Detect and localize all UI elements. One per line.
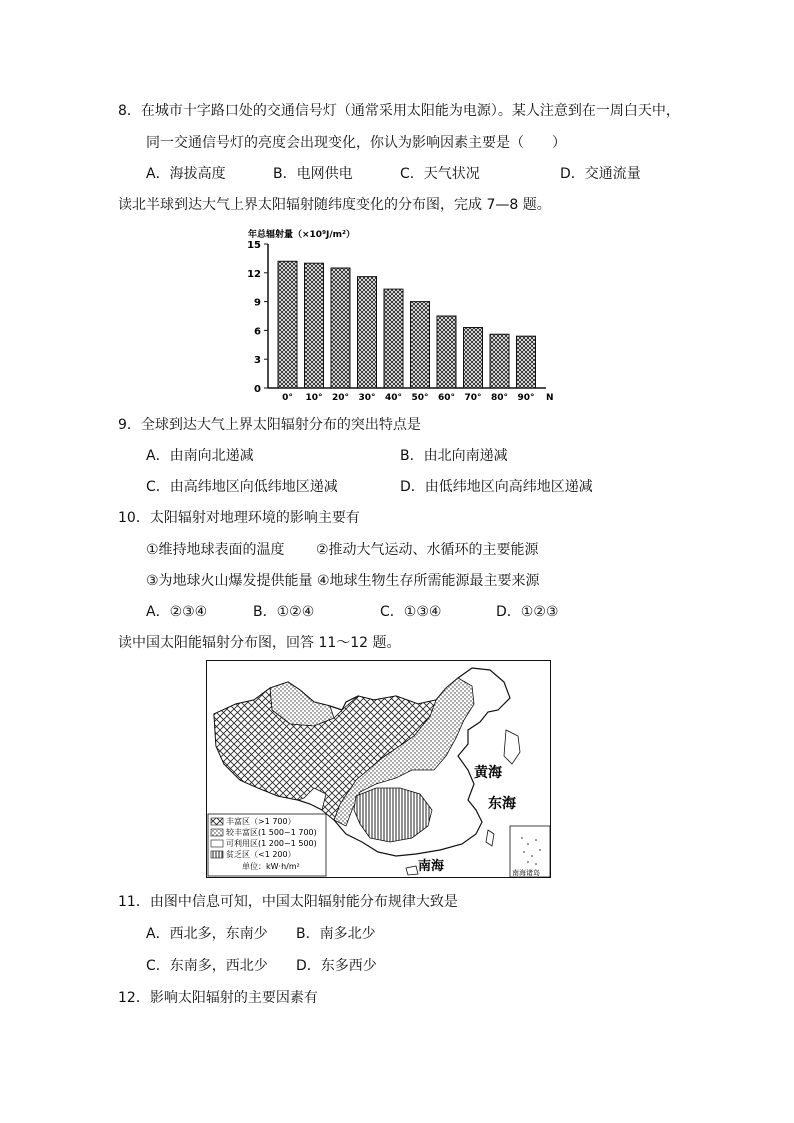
x-tick-label: 10° (305, 393, 323, 403)
q8-stem-line2: 同一交通信号灯的亮度会出现变化，你认为影响因素主要是（ ） (146, 135, 566, 151)
x-tick-label: 80° (490, 393, 509, 403)
bar (517, 336, 536, 388)
q10-option-d: D．①②③ (496, 604, 559, 620)
legend-rich: 丰富区（>1 700） (226, 817, 296, 826)
q9-option-b: B．由北向南递减 (400, 448, 508, 464)
y-tick-label: 15 (247, 240, 261, 251)
legend-poor: 贫乏区（<1 200） (226, 850, 296, 859)
q10-items-3-4: ③为地球火山爆发提供能量 ④地球生物生存所需能源最主要来源 (146, 573, 540, 589)
legend-swatch-more-rich (211, 829, 223, 836)
q10-option-b: B．①②④ (253, 604, 315, 620)
x-tick-label: 0° (282, 393, 293, 403)
q9-stem: 9．全球到达大气上界太阳辐射分布的突出特点是 (118, 417, 421, 433)
y-tick-label: 9 (254, 297, 261, 309)
q10-item-1: ①维持地球表面的温度 (146, 542, 285, 558)
bar (490, 334, 509, 388)
east-sea-label: 东海 (488, 796, 516, 812)
q10-option-c: C．①③④ (380, 604, 442, 620)
q9-option-d: D．由低纬地区向高纬地区递减 (400, 479, 593, 495)
chart-title: 年总辐射量（×10⁹J/m²） (248, 230, 355, 240)
hainan-outline (406, 866, 418, 875)
map-svg (206, 660, 551, 878)
bar (384, 289, 403, 388)
chart-intro: 读北半球到达大气上界太阳辐射随纬度变化的分布图，完成 7—8 题。 (118, 197, 551, 213)
q10-item-2: ②推动大气运动、水循环的主要能源 (316, 542, 539, 558)
q8-stem-line1: 8．在城市十字路口处的交通信号灯（通常采用太阳能为电源）。某人注意到在一周白天中， (118, 103, 680, 119)
legend-more-rich: 较丰富区(1 500~1 700) (226, 828, 317, 837)
legend-usable: 可利用区(1 200~1 500) (226, 839, 317, 848)
q11-stem: 11．由图中信息可知，中国太阳辐射能分布规律大致是 (118, 894, 458, 910)
q9-option-c: C．由高纬地区向低纬地区递减 (146, 479, 338, 495)
q12-stem: 12．影响太阳辐射的主要因素有 (118, 990, 318, 1006)
q8-option-b: B．电网供电 (273, 166, 353, 182)
legend-swatch-poor (211, 851, 223, 858)
x-tick-label: 90° (517, 393, 535, 403)
bar (464, 328, 483, 388)
bar (278, 261, 297, 388)
q9-option-a: A．由南向北递减 (146, 448, 254, 464)
legend-swatch-rich (211, 818, 223, 825)
legend-unit: 单位：kW·h/m² (242, 862, 300, 871)
x-tick-label: 40° (384, 393, 403, 403)
map-intro: 读中国太阳能辐射分布图，回答 11～12 题。 (118, 635, 401, 651)
radiation-latitude-chart (244, 226, 556, 406)
y-tick-label: 6 (254, 326, 261, 338)
q8-option-d: D．交通流量 (560, 166, 641, 182)
x-tick-label: 70° (464, 393, 482, 403)
q11-option-c: C．东南多，西北少 (146, 958, 268, 974)
south-sea-label: 南海 (418, 859, 445, 874)
x-tick-label: 30° (358, 393, 376, 403)
chart-svg (244, 226, 556, 406)
x-tick-label: 20° (331, 393, 350, 403)
q10-option-a: A．②③④ (146, 604, 208, 620)
y-tick-label: 0 (254, 384, 261, 395)
x-tick-label: 60° (437, 393, 456, 403)
bar (437, 316, 456, 388)
y-tick-label: 12 (247, 268, 261, 280)
inset-label: 南海诸岛 (512, 869, 540, 877)
x-tick-label: 50° (411, 393, 429, 403)
q11-option-b: B．南多北少 (296, 926, 376, 942)
bar (305, 263, 324, 388)
bar (331, 268, 350, 388)
q11-option-a: A．西北多，东南少 (146, 926, 268, 942)
bar (358, 277, 377, 388)
bar (411, 302, 430, 388)
china-solar-map (206, 660, 551, 878)
q10-stem: 10．太阳辐射对地理环境的影响主要有 (118, 510, 360, 526)
y-tick-label: 3 (254, 355, 261, 367)
yellow-sea-label: 黄海 (474, 765, 502, 781)
map-legend (208, 814, 326, 876)
q11-option-d: D．东多西少 (296, 958, 377, 974)
x-axis-end-label: N (546, 393, 554, 403)
legend-swatch-usable (211, 840, 223, 847)
q8-option-c: C．天气状况 (400, 166, 480, 182)
q8-option-a: A．海拔高度 (146, 166, 226, 182)
